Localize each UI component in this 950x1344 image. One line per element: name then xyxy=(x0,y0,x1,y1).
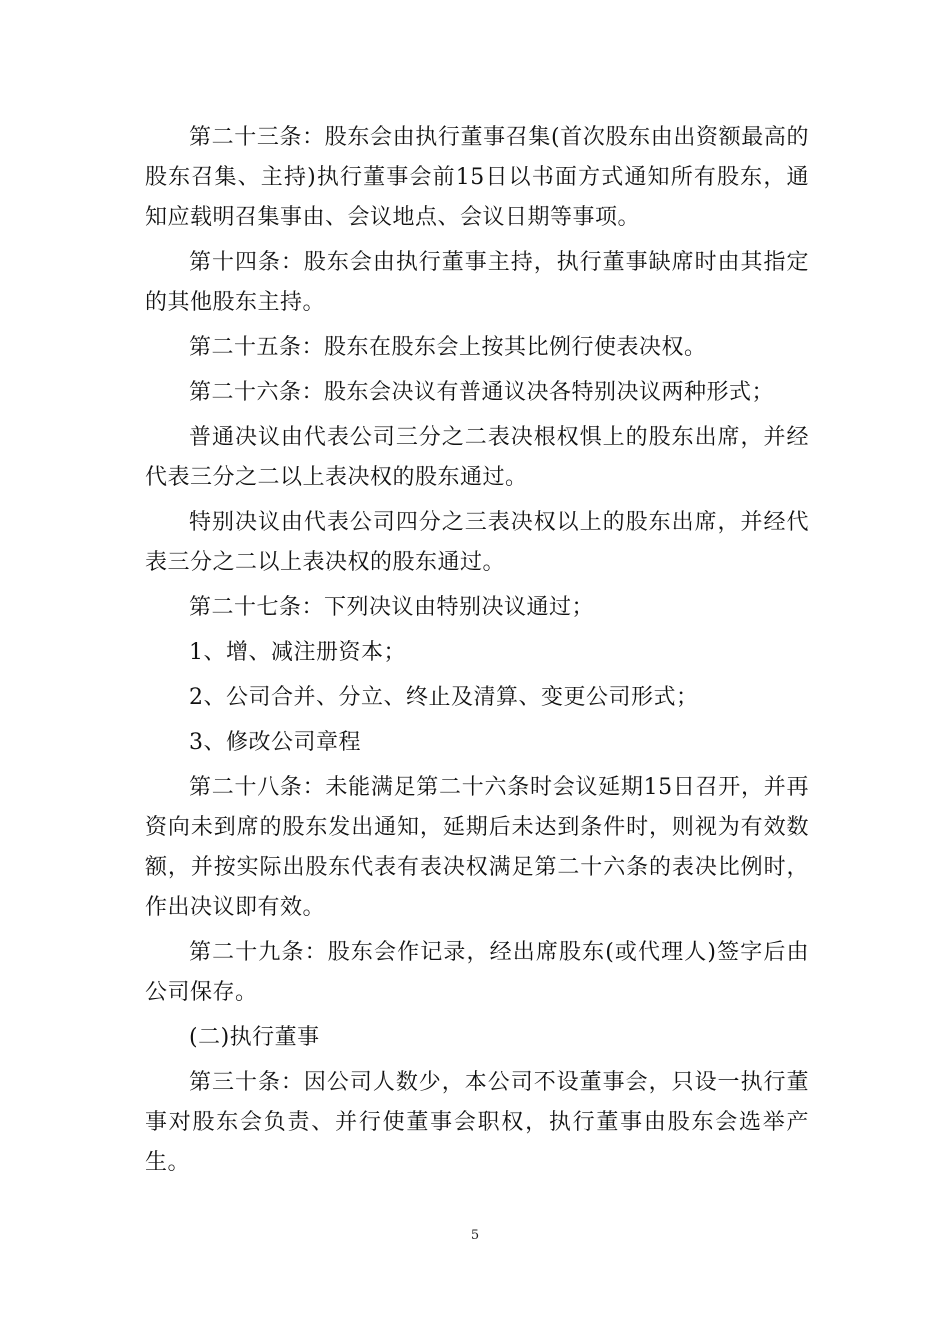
ordinary-resolution-paragraph: 普通决议由代表公司三分之二表决根权惧上的股东出席，并经代表三分之二以上表决权的股东通过。 xyxy=(145,425,809,490)
list-item-3: 3、修改公司章程 xyxy=(189,730,361,755)
special-resolution-paragraph: 特别决议由代表公司四分之三表决权以上的股东出席，并经代表三分之二以上表决权的股东通过。 xyxy=(145,510,809,575)
article-29-paragraph: 第二十九条：股东会作记录，经出席股东(或代理人)签字后由公司保存。 xyxy=(145,940,809,1005)
article-27-paragraph: 第二十七条：下列决议由特别决议通过； xyxy=(189,595,595,620)
article-30-paragraph: 第三十条：因公司人数少，本公司不设董事会，只设一执行董事对股东会负责、并行使董事会职权，执行董事由股东会选举产生。 xyxy=(145,1070,809,1175)
section-heading-executive-director: (二)执行董事 xyxy=(189,1025,320,1050)
list-item-2: 2、公司合并、分立、终止及清算、变更公司形式； xyxy=(189,685,699,710)
article-28-paragraph: 第二十八条：未能满足第二十六条时会议延期15日召开，并再资向未到席的股东发出通知，延期后未达到条件时，则视为有效数额，并按实际出股东代表有表决权满足第二十六条的表决比例时，作出决议即有效。 xyxy=(145,775,809,920)
document-body xyxy=(145,118,809,1183)
page-number: 5 xyxy=(470,1228,480,1243)
article-25-paragraph: 第二十五条：股东在股东会上按其比例行使表决权。 xyxy=(189,335,707,360)
article-26-paragraph: 第二十六条：股东会决议有普通议决各特别决议两种形式； xyxy=(189,380,775,405)
list-item-1: 1、增、减注册资本； xyxy=(189,640,406,665)
article-23-paragraph: 第二十三条：股东会由执行董事召集(首次股东由出资额最高的股东召集、主持)执行董事会前15日以书面方式通知所有股东，通知应载明召集事由、会议地点、会议日期等事项。 xyxy=(145,125,809,230)
article-14-paragraph: 第十四条：股东会由执行董事主持，执行董事缺席时由其指定的其他股东主持。 xyxy=(145,250,809,315)
